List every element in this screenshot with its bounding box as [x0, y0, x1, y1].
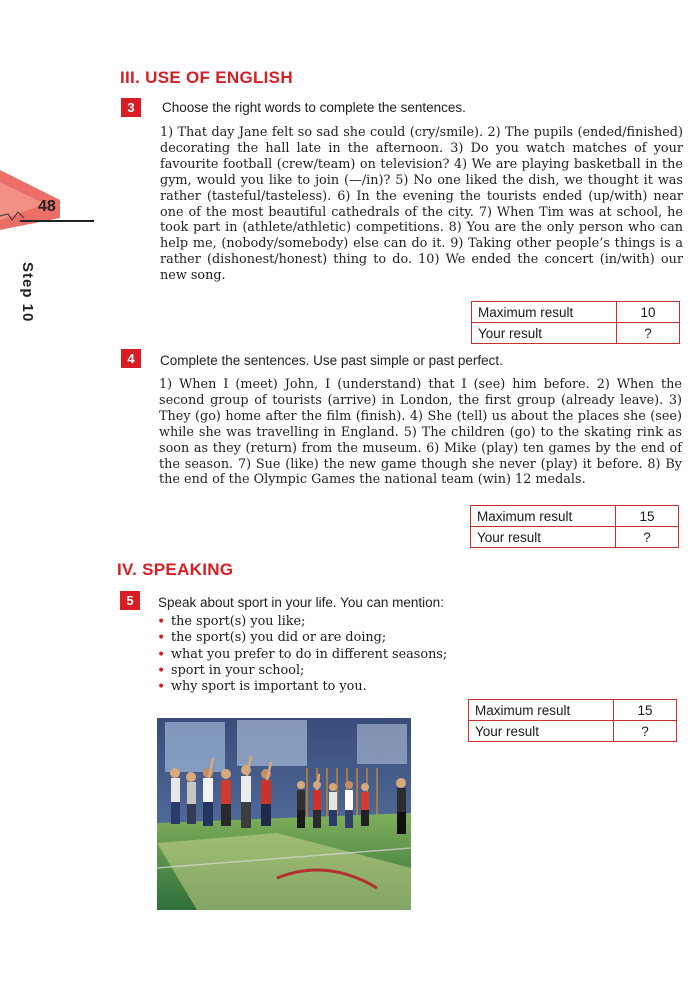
section-roman-numeral: III	[120, 68, 136, 87]
step-label: Step 10	[19, 262, 36, 323]
page-number: 48	[38, 198, 56, 215]
max-result-label: Maximum result	[469, 700, 614, 721]
section-title: SPEAKING	[142, 560, 234, 579]
list-item: • the sport(s) you did or are doing;	[157, 630, 537, 646]
section-roman-numeral: IV	[117, 560, 133, 579]
list-item: • sport in your school;	[157, 663, 537, 679]
exercise-instruction: Speak about sport in your life. You can mention:	[158, 595, 444, 610]
your-result-value: ?	[616, 527, 679, 548]
exercise-number-badge: 4	[121, 349, 141, 368]
score-table	[468, 699, 677, 742]
your-result-label: Your result	[472, 323, 617, 344]
exercise-number-badge: 5	[120, 591, 140, 610]
exercise-text: 1) When I (meet) John, I (understand) that I (see) him before. 2) When the second group of tourists (arrive) in London, the first group (already leave). 3) They (go) home after the film (finish). 4) She (tell) us about the places she (see) while she was travelling in England. 5) The children (go) to the skating rink as soon as they (return) from the museum. 6) Mike (play) ten games by the end of the season. 7) Sue (like) the new game though she never (play) it before. 8) By the end of the Olympic Games the national team (win) 12 medals.	[159, 377, 682, 488]
max-result-value: 15	[614, 700, 677, 721]
score-table	[471, 301, 680, 344]
score-table	[470, 505, 679, 548]
max-result-value: 10	[617, 302, 680, 323]
page-number-rule	[20, 220, 94, 222]
topic-list	[157, 614, 537, 695]
exercise-instruction: Choose the right words to complete the sentences.	[162, 100, 466, 115]
section-title: USE OF ENGLISH	[145, 68, 293, 87]
max-result-label: Maximum result	[472, 302, 617, 323]
exercise-text: 1) That day Jane felt so sad she could (cry/smile). 2) The pupils (ended/finished) decorating the hall late in the afternoon. 3) Do you watch matches of your favourite football (crew/team) on television? 4) We are playing basketball in the gym, would you like to join (—/in)? 5) No one liked the dish, we thought it was rather (tasteful/tasteless). 6) In the evening the tourists ended (up/with) near one of the most beautiful cathedrals of the city. 7) When Tim was at school, he took part in (athlete/athletic) competitions. 8) You are the only person who can help me, (nobody/somebody) else can do it. 9) Taking other people’s things is a rather (dishonest/honest) thing to do. 10) We ended the concert (in/with) our new song.	[160, 125, 683, 284]
your-result-value: ?	[617, 323, 680, 344]
list-item: • why sport is important to you.	[157, 679, 537, 695]
your-result-value: ?	[614, 721, 677, 742]
max-result-value: 15	[616, 506, 679, 527]
exercise-instruction: Complete the sentences. Use past simple or past perfect.	[160, 353, 503, 368]
max-result-label: Maximum result	[471, 506, 616, 527]
gym-photo	[157, 718, 411, 910]
list-item: • what you prefer to do in different seasons;	[157, 647, 537, 663]
section-heading-speaking: IV. SPEAKING	[117, 560, 234, 579]
section-heading-use-of-english: III. USE OF ENGLISH	[120, 68, 293, 87]
your-result-label: Your result	[471, 527, 616, 548]
list-item: • the sport(s) you like;	[157, 614, 537, 630]
exercise-number-badge: 3	[121, 98, 141, 117]
your-result-label: Your result	[469, 721, 614, 742]
